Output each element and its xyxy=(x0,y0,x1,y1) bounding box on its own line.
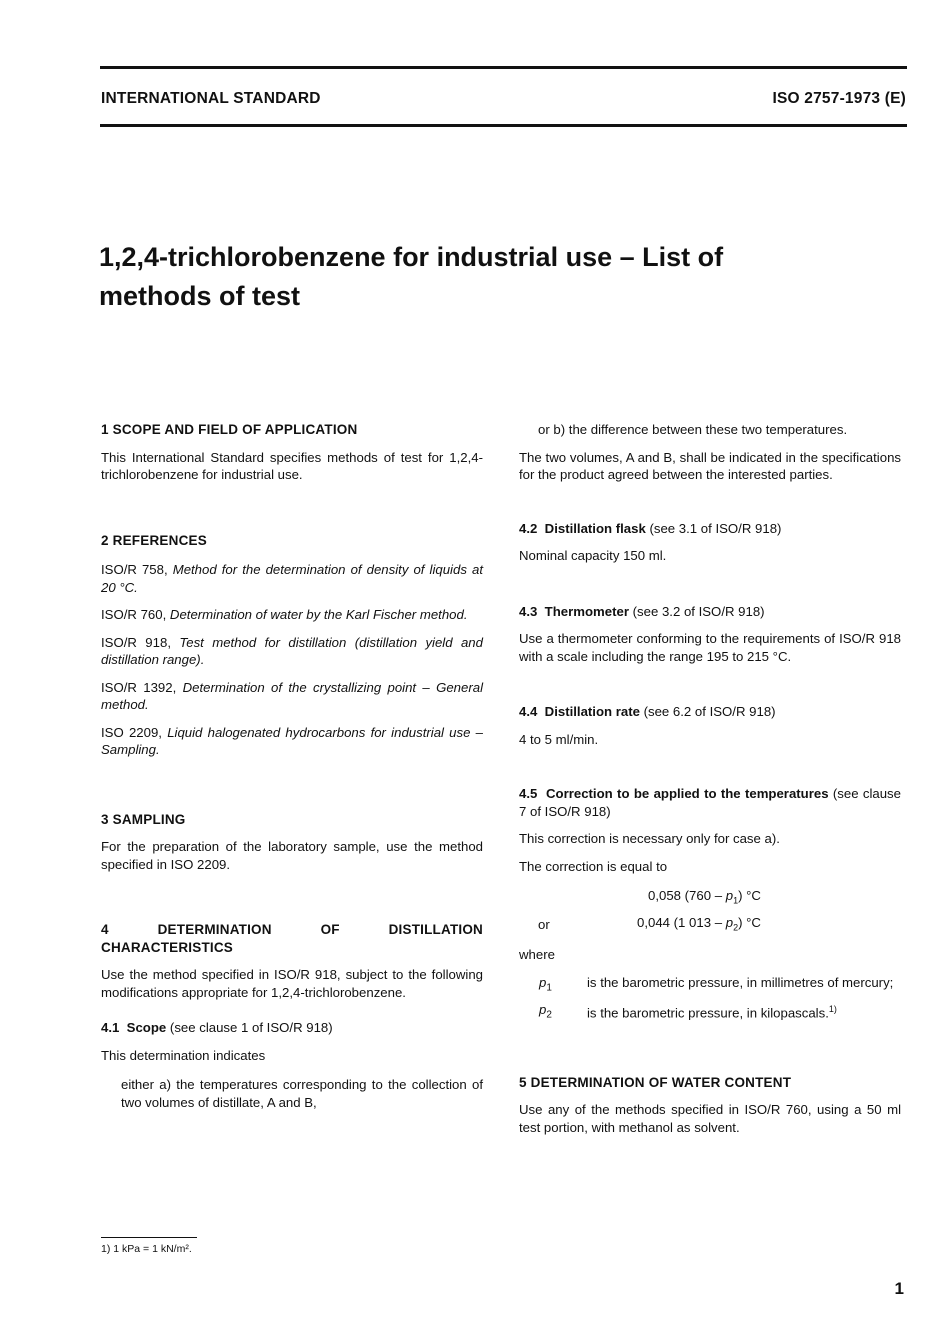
section-4-2-number: 4.2 xyxy=(519,520,538,536)
formula-1 xyxy=(519,887,901,906)
footnote: 1) 1 kPa = 1 kN/m². xyxy=(101,1243,192,1255)
section-4-1-either: either a) the temperatures corresponding to the collection of two volumes of distillate, A and B, xyxy=(121,1077,483,1110)
section-4-3-title: Thermometer xyxy=(544,603,629,619)
section-4-5-title: Correction to be applied to the temperatures xyxy=(546,786,829,801)
title-line-2: methods of test xyxy=(99,281,301,311)
reference-item xyxy=(101,606,483,624)
variable-p1: $p_1$ xyxy=(539,974,552,994)
section-4-1-or-b: or b) the difference between these two temperatures. xyxy=(538,422,848,437)
section-4-3-number: 4.3 xyxy=(519,603,538,619)
section-1-heading: 1 SCOPE AND FIELD OF APPLICATION xyxy=(101,422,358,437)
section-4-1-number: 4.1 xyxy=(101,1020,120,1035)
section-4-3-body: Use a thermometer conforming to the requirements of ISO/R 918 with a scale including the range 195 to 215 °C. xyxy=(519,631,901,664)
reference-title: Liquid halogenated hydrocarbons for industrial use – Sampling. xyxy=(101,724,483,757)
section-5-body: Use any of the methods specified in ISO/R 760, using a 50 ml test portion, with methanol as solvent. xyxy=(519,1102,901,1135)
section-2-heading: 2 REFERENCES xyxy=(101,532,207,548)
section-1-body: This International Standard specifies methods of test for 1,2,4-trichlorobenzene for industrial use. xyxy=(101,449,483,482)
page-number: 1 xyxy=(894,1279,904,1298)
section-3-heading: 3 SAMPLING xyxy=(101,811,186,827)
reference-item xyxy=(101,561,483,596)
variable-p2: $p_2$ xyxy=(539,1002,552,1021)
reference-code: ISO/R 758, xyxy=(101,562,168,577)
section-4-5-body-2: The correction is equal to xyxy=(519,858,668,874)
where-p2-text: is the barometric pressure, in kilopascals. xyxy=(587,1005,829,1021)
reference-item xyxy=(101,679,483,714)
section-4-2-ref: (see 3.1 of ISO/R 918) xyxy=(649,520,782,536)
section-4-1-volumes: The two volumes, A and B, shall be indicated in the specifications for the product agreed between the interested parties. xyxy=(519,449,901,482)
formula-2-expression: 0,044 (1 $013 - p_2$) °C xyxy=(637,915,761,933)
section-4-4-title: Distillation rate xyxy=(544,704,640,719)
header-rule-top xyxy=(100,66,907,69)
where-label: where xyxy=(519,947,555,962)
where-item-p1 xyxy=(539,974,901,992)
header-standard-type: INTERNATIONAL STANDARD xyxy=(101,90,321,107)
reference-title: Method for the determination of density of liquids at 20 °C. xyxy=(101,562,483,595)
section-4-1-heading xyxy=(101,1019,483,1037)
section-4-3-ref: (see 3.2 of ISO/R 918) xyxy=(632,603,765,619)
left-column xyxy=(101,421,483,1111)
section-4-4-heading xyxy=(519,703,901,721)
section-4-5-heading xyxy=(519,785,901,820)
section-4-body: Use the method specified in ISO/R 918, subject to the following modifications appropriate for 1,2,4-trichlorobenzene. xyxy=(101,967,483,1000)
section-4-1-title: Scope xyxy=(126,1020,167,1035)
section-3-body: For the preparation of the laboratory sample, use the method specified in ISO 2209. xyxy=(101,839,483,872)
section-4-2-title: Distillation flask xyxy=(544,520,646,536)
section-5-heading: 5 DETERMINATION OF WATER CONTENT xyxy=(519,1074,792,1090)
section-4-heading: 4 DETERMINATION OF DISTILLATION CHARACTERISTICS xyxy=(101,922,483,955)
section-4-5-ref: (see clause 7 of ISO/R 918) xyxy=(519,786,901,819)
header-standard-number: ISO 2757-1973 (E) xyxy=(772,90,906,107)
formula-2-part-b: ) °C xyxy=(738,915,761,930)
formula-1-part-a: 0,058 (760 – xyxy=(648,888,726,903)
section-4-5-body-1: This correction is necessary only for case a). xyxy=(519,831,780,846)
reference-code: ISO 2209, xyxy=(101,724,162,740)
footnote-marker: 1) xyxy=(828,1004,837,1014)
section-4-2-body: Nominal capacity 150 ml. xyxy=(519,548,667,563)
section-4-4-body: 4 to 5 ml/min. xyxy=(519,731,599,747)
formula-1-part-b: ) °C xyxy=(738,888,761,903)
reference-title: Determination of water by the Karl Fischer method. xyxy=(169,607,468,622)
section-4-4-ref: (see 6.2 of ISO/R 918) xyxy=(643,704,776,719)
section-4-1-body: This determination indicates xyxy=(101,1047,266,1063)
where-item-p2 xyxy=(539,1001,901,1022)
where-p1-text: is the barometric pressure, in millimetres of mercury; xyxy=(587,974,894,990)
reference-title: Test method for distillation (distillation yield and distillation range). xyxy=(101,634,483,667)
section-4-3-heading xyxy=(519,603,901,621)
reference-item xyxy=(101,724,483,759)
right-column xyxy=(519,421,901,1136)
formula-2 xyxy=(519,914,901,933)
section-4-5-number: 4.5 xyxy=(519,786,538,801)
reference-code: ISO/R 760, xyxy=(101,607,167,622)
footnote-rule xyxy=(101,1237,197,1238)
reference-code: ISO/R 1392, xyxy=(101,679,177,695)
formula-2-part-a: 0,044 (1 013 – xyxy=(637,915,726,930)
section-4-4-number: 4.4 xyxy=(519,704,538,719)
formula-or: or xyxy=(538,917,550,932)
reference-code: ISO/R 918, xyxy=(101,634,171,650)
reference-item xyxy=(101,634,483,669)
reference-title: Determination of the crystallizing point – General method. xyxy=(101,679,483,712)
document-title xyxy=(99,238,799,316)
header-rule-bottom xyxy=(100,124,907,127)
title-line-1: 1,2,4-trichlorobenzene for industrial use – List of xyxy=(99,242,724,272)
formula-1-expression: 0,058 $(760 - p_1)$ °C xyxy=(648,888,761,906)
section-4-1-ref: (see clause 1 of ISO/R 918) xyxy=(169,1020,333,1035)
section-4-2-heading xyxy=(519,520,901,538)
